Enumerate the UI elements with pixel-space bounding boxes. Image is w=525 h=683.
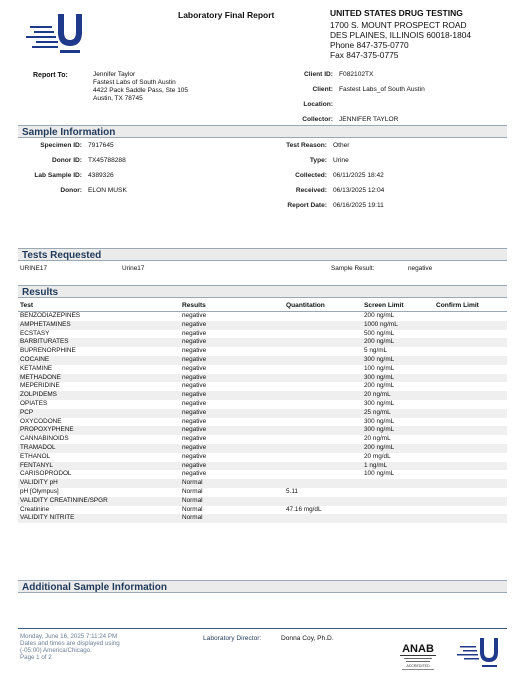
- quantitation-cell: [284, 382, 362, 391]
- result-cell: negative: [180, 462, 284, 471]
- lab-sample-id: 4389326: [88, 172, 114, 179]
- screen-limit-cell: [362, 488, 434, 497]
- specimen-id: 7917645: [88, 142, 114, 149]
- test-reason-row: [262, 142, 502, 157]
- confirm-limit-cell: [434, 400, 507, 409]
- test-name-cell: ZOLPIDEMS: [18, 391, 180, 400]
- test-name-cell: BENZODIAZEPINES: [20, 312, 81, 319]
- column-header-results: Results: [180, 300, 284, 312]
- anab-accredited-text: ACCREDITED: [406, 664, 430, 668]
- screen-limit-cell: 200 ng/mL: [364, 312, 395, 319]
- result-cell: negative: [180, 356, 284, 365]
- confirm-limit-cell: [434, 365, 507, 374]
- screen-limit-cell: 300 ng/mL: [362, 356, 434, 365]
- quantitation-cell: [284, 409, 362, 418]
- result-cell: negative: [180, 374, 284, 383]
- confirm-limit-cell: [434, 426, 507, 435]
- quantitation-cell: [284, 365, 362, 374]
- test-name-cell: METHADONE: [18, 374, 180, 383]
- report-date: 06/16/2025 19:11: [333, 202, 384, 209]
- page-number: Page 1 of 2: [20, 654, 52, 661]
- result-cell: negative: [182, 452, 207, 460]
- report-date-row: [262, 202, 502, 217]
- footer-timestamp: [20, 633, 150, 661]
- screen-limit-cell: 100 ng/mL: [364, 470, 395, 478]
- screen-limit-cell: 20 mg/dL: [364, 452, 391, 460]
- test-name-cell: Creatinine: [20, 505, 50, 513]
- screen-limit-cell: [362, 506, 434, 515]
- confirm-limit-cell: [434, 479, 507, 488]
- quantitation-cell: [284, 391, 362, 400]
- confirm-limit-cell: [434, 312, 507, 321]
- quantitation-cell: [284, 470, 362, 479]
- column-header-confirm-limit: Confirm Limit: [434, 300, 507, 312]
- test-code: URINE17: [20, 265, 47, 272]
- screen-limit-cell: 300 ng/mL: [364, 399, 395, 407]
- table-row: [18, 347, 507, 356]
- quantitation-cell: [284, 453, 362, 462]
- screen-limit-cell: 25 ng/mL: [362, 409, 434, 418]
- table-row: [18, 497, 507, 506]
- test-name-cell: TRAMADOL: [18, 444, 180, 453]
- report-to-line: Austin, TX 78745: [93, 95, 143, 102]
- screen-limit-cell: 1 ng/mL: [362, 462, 434, 471]
- result-cell: negative: [180, 444, 284, 453]
- table-row: [18, 400, 507, 409]
- result-cell: Normal: [182, 487, 203, 495]
- field-label: Report Date:: [287, 202, 327, 209]
- confirm-limit-cell: [434, 435, 507, 444]
- test-name-cell: PCP: [18, 409, 180, 418]
- column-header-quantitation: Quantitation: [284, 300, 362, 312]
- result-cell: negative: [180, 391, 284, 400]
- field-label: Client:: [312, 86, 333, 93]
- table-row: [18, 462, 507, 471]
- client-info: [270, 71, 520, 131]
- lab-address: [330, 20, 471, 60]
- donor-name: ELON MUSK: [88, 187, 127, 194]
- field-label: Lab Sample ID:: [34, 172, 82, 179]
- report-title: Laboratory Final Report: [178, 10, 275, 20]
- director-name: Donna Coy, Ph.D.: [281, 635, 334, 642]
- confirm-limit-cell: [434, 444, 507, 453]
- results-body: [18, 312, 507, 524]
- screen-limit-cell: [362, 497, 434, 506]
- test-name-cell: OXYCODONE: [20, 417, 62, 425]
- client-row: [270, 86, 520, 101]
- screen-limit-cell: 200 ng/mL: [364, 382, 395, 390]
- quantitation-cell: [284, 400, 362, 409]
- table-row: [18, 514, 507, 523]
- director-label: Laboratory Director:: [203, 635, 262, 642]
- result-cell: negative: [182, 470, 207, 478]
- screen-limit-cell: 300 ng/mL: [364, 417, 395, 425]
- quantitation-cell: [284, 497, 362, 506]
- results-header-row: [18, 300, 507, 312]
- test-name-cell: KETAMINE: [20, 364, 53, 372]
- test-name-cell: pH [Olympus]: [20, 487, 59, 495]
- results-heading: Results: [18, 285, 507, 298]
- table-row: [18, 330, 507, 339]
- lab-name: UNITED STATES DRUG TESTING: [330, 8, 463, 18]
- confirm-limit-cell: [434, 497, 507, 506]
- test-name-cell: BARBITURATES: [18, 338, 180, 347]
- confirm-limit-cell: [434, 453, 507, 462]
- collected-date: 06/11/2025 18:42: [333, 172, 384, 179]
- field-label: Test Reason:: [286, 142, 327, 149]
- table-row: [18, 444, 507, 453]
- test-name-cell: CANNABINOIDS: [20, 435, 69, 443]
- table-row: [18, 374, 507, 383]
- table-row: [18, 418, 507, 427]
- test-name-cell: COCAINE: [18, 356, 180, 365]
- confirm-limit-cell: [434, 330, 507, 339]
- address-line: 1700 S. MOUNT PROSPECT ROAD: [330, 20, 467, 30]
- donor-id: TX45788288: [88, 157, 126, 164]
- field-label: Type:: [309, 157, 327, 164]
- test-name-cell: BUPRENORPHINE: [20, 347, 76, 355]
- confirm-limit-cell: [434, 356, 507, 365]
- field-label: Collected:: [295, 172, 327, 179]
- result-cell: negative: [180, 338, 284, 347]
- tests-requested-heading: Tests Requested: [18, 248, 507, 261]
- usdt-footer-logo: [454, 637, 504, 671]
- test-name-cell: FENTANYL: [18, 462, 180, 471]
- screen-limit-cell: 200 ng/mL: [362, 338, 434, 347]
- received-row: [262, 187, 502, 202]
- quantitation-cell: 5.11: [286, 487, 298, 495]
- table-row: [18, 506, 507, 515]
- additional-info-heading: Additional Sample Information: [18, 580, 507, 593]
- column-header-screen-limit: Screen Limit: [362, 300, 434, 312]
- result-cell: negative: [182, 329, 207, 337]
- result-cell: negative: [182, 382, 207, 390]
- results-table: [18, 300, 507, 523]
- footer-line: Monday, June 16, 2025 7:11:24 PM: [20, 633, 118, 640]
- screen-limit-cell: 20 ng/mL: [364, 435, 391, 443]
- result-cell: negative: [182, 364, 207, 372]
- test-name-cell: MEPERIDINE: [20, 382, 60, 390]
- test-name-cell: VALIDITY pH: [18, 479, 180, 488]
- phone-line: Phone 847-375-0770: [330, 40, 409, 50]
- screen-limit-cell: [362, 514, 434, 523]
- quantitation-cell: [284, 338, 362, 347]
- field-label: Received:: [295, 187, 327, 194]
- screen-limit-cell: 500 ng/mL: [364, 329, 395, 337]
- sample-info-left: [18, 142, 218, 202]
- sample-type: Urine: [333, 157, 349, 164]
- confirm-limit-cell: [434, 514, 507, 523]
- confirm-limit-cell: [434, 409, 507, 418]
- table-row: [18, 488, 507, 497]
- screen-limit-cell: 200 ng/mL: [362, 444, 434, 453]
- type-row: [262, 157, 502, 172]
- result-cell: Normal: [182, 505, 203, 513]
- table-row: [18, 409, 507, 418]
- anab-logo-text: ANAB: [402, 643, 434, 655]
- test-name-cell: ECSTASY: [20, 329, 50, 337]
- screen-limit-cell: 20 ng/mL: [362, 391, 434, 400]
- quantitation-cell: [284, 479, 362, 488]
- anab-accreditation-logo: [396, 636, 440, 676]
- screen-limit-cell: [362, 479, 434, 488]
- result-cell: negative: [180, 409, 284, 418]
- screen-limit-cell: 300 ng/mL: [362, 426, 434, 435]
- field-label: Specimen ID:: [40, 142, 82, 149]
- table-row: [18, 391, 507, 400]
- table-row: [18, 479, 507, 488]
- test-name-cell: CARISOPRODOL: [20, 470, 72, 478]
- result-cell: Normal: [180, 514, 284, 523]
- test-reason: Other: [333, 142, 350, 149]
- result-cell: negative: [180, 321, 284, 330]
- report-to-address: [93, 71, 188, 103]
- result-cell: negative: [182, 435, 207, 443]
- table-row: [18, 312, 507, 321]
- table-row: [18, 435, 507, 444]
- fax-line: Fax 847-375-0775: [330, 50, 399, 60]
- footer-line: Dates and times are displayed using: [20, 640, 120, 647]
- confirm-limit-cell: [434, 488, 507, 497]
- confirm-limit-cell: [434, 462, 507, 471]
- quantitation-cell: [284, 418, 362, 427]
- quantitation-cell: [284, 356, 362, 365]
- confirm-limit-cell: [434, 321, 507, 330]
- result-cell: Normal: [180, 497, 284, 506]
- result-cell: negative: [182, 312, 207, 319]
- confirm-limit-cell: [434, 338, 507, 347]
- table-row: [18, 356, 507, 365]
- tests-requested-row: [20, 265, 500, 275]
- field-label: Client ID:: [304, 71, 333, 78]
- report-to-line: Jennifer Taylor: [93, 71, 136, 78]
- donor-id-row: [18, 157, 218, 172]
- table-row: [18, 365, 507, 374]
- report-to-line: Fastest Labs of South Austin: [93, 79, 176, 86]
- table-row: [18, 338, 507, 347]
- quantitation-cell: [284, 462, 362, 471]
- quantitation-cell: [284, 374, 362, 383]
- specimen-id-row: [18, 142, 218, 157]
- screen-limit-cell: 100 ng/mL: [364, 364, 395, 372]
- client-id-row: [270, 71, 520, 86]
- donor-row: [18, 187, 218, 202]
- field-label: Donor:: [60, 187, 82, 194]
- test-name-cell: AMPHETAMINES: [18, 321, 180, 330]
- test-name-cell: PROPOXYPHENE: [18, 426, 180, 435]
- quantitation-cell: [284, 330, 362, 339]
- client-name: Fastest Labs_of South Austin: [339, 86, 425, 93]
- report-to-label: Report To:: [33, 72, 68, 79]
- field-label: Collector:: [302, 116, 333, 123]
- confirm-limit-cell: [434, 470, 507, 479]
- test-name-cell: VALIDITY NITRITE: [18, 514, 180, 523]
- test-name-cell: ETHANOL: [20, 452, 51, 460]
- collector: JENNIFER TAYLOR: [339, 116, 399, 123]
- table-row: [18, 426, 507, 435]
- report-to-line: 4422 Pack Saddle Pass, Ste 105: [93, 87, 189, 94]
- screen-limit-cell: 300 ng/mL: [362, 374, 434, 383]
- quantitation-cell: [284, 444, 362, 453]
- sample-information-heading: Sample Information: [18, 125, 507, 138]
- confirm-limit-cell: [434, 374, 507, 383]
- field-label: Location:: [303, 101, 333, 108]
- result-cell: negative: [180, 426, 284, 435]
- quantitation-cell: [284, 426, 362, 435]
- received-date: 06/13/2025 12:04: [333, 187, 385, 194]
- test-name: Urine17: [122, 265, 145, 272]
- collected-row: [262, 172, 502, 187]
- table-row: [18, 470, 507, 479]
- confirm-limit-cell: [434, 391, 507, 400]
- quantitation-cell: [284, 347, 362, 356]
- location-row: [270, 101, 520, 116]
- quantitation-cell: [284, 312, 362, 321]
- confirm-limit-cell: [434, 347, 507, 356]
- screen-limit-cell: 1000 ng/mL: [362, 321, 434, 330]
- confirm-limit-cell: [434, 506, 507, 515]
- field-label: Donor ID:: [51, 157, 82, 164]
- confirm-limit-cell: [434, 418, 507, 427]
- lab-sample-id-row: [18, 172, 218, 187]
- test-name-cell: OPIATES: [20, 399, 48, 407]
- table-row: [18, 321, 507, 330]
- sample-info-right: [262, 142, 502, 217]
- sample-result-label: Sample Result:: [331, 265, 375, 272]
- usdt-logo: [22, 12, 92, 58]
- address-line: DES PLAINES, ILLINOIS 60018-1804: [330, 30, 472, 40]
- screen-limit-cell: 5 ng/mL: [364, 347, 388, 355]
- table-row: [18, 382, 507, 391]
- client-id: F082102TX: [339, 71, 374, 78]
- result-cell: negative: [182, 399, 207, 407]
- confirm-limit-cell: [434, 382, 507, 391]
- quantitation-cell: [284, 321, 362, 330]
- column-header-test: Test: [18, 300, 180, 312]
- result-cell: negative: [182, 347, 207, 355]
- test-name-cell: VALIDITY CREATININE/SPGR: [18, 497, 180, 506]
- quantitation-cell: [284, 435, 362, 444]
- result-cell: negative: [182, 417, 207, 425]
- result-cell: Normal: [180, 479, 284, 488]
- table-row: [18, 453, 507, 462]
- footer-divider: [18, 628, 507, 629]
- quantitation-cell: [284, 514, 362, 523]
- sample-result-value: negative: [408, 265, 433, 272]
- quantitation-cell: 47.16 mg/dL: [286, 505, 322, 513]
- footer-line: (-05:00) America/Chicago.: [20, 647, 92, 654]
